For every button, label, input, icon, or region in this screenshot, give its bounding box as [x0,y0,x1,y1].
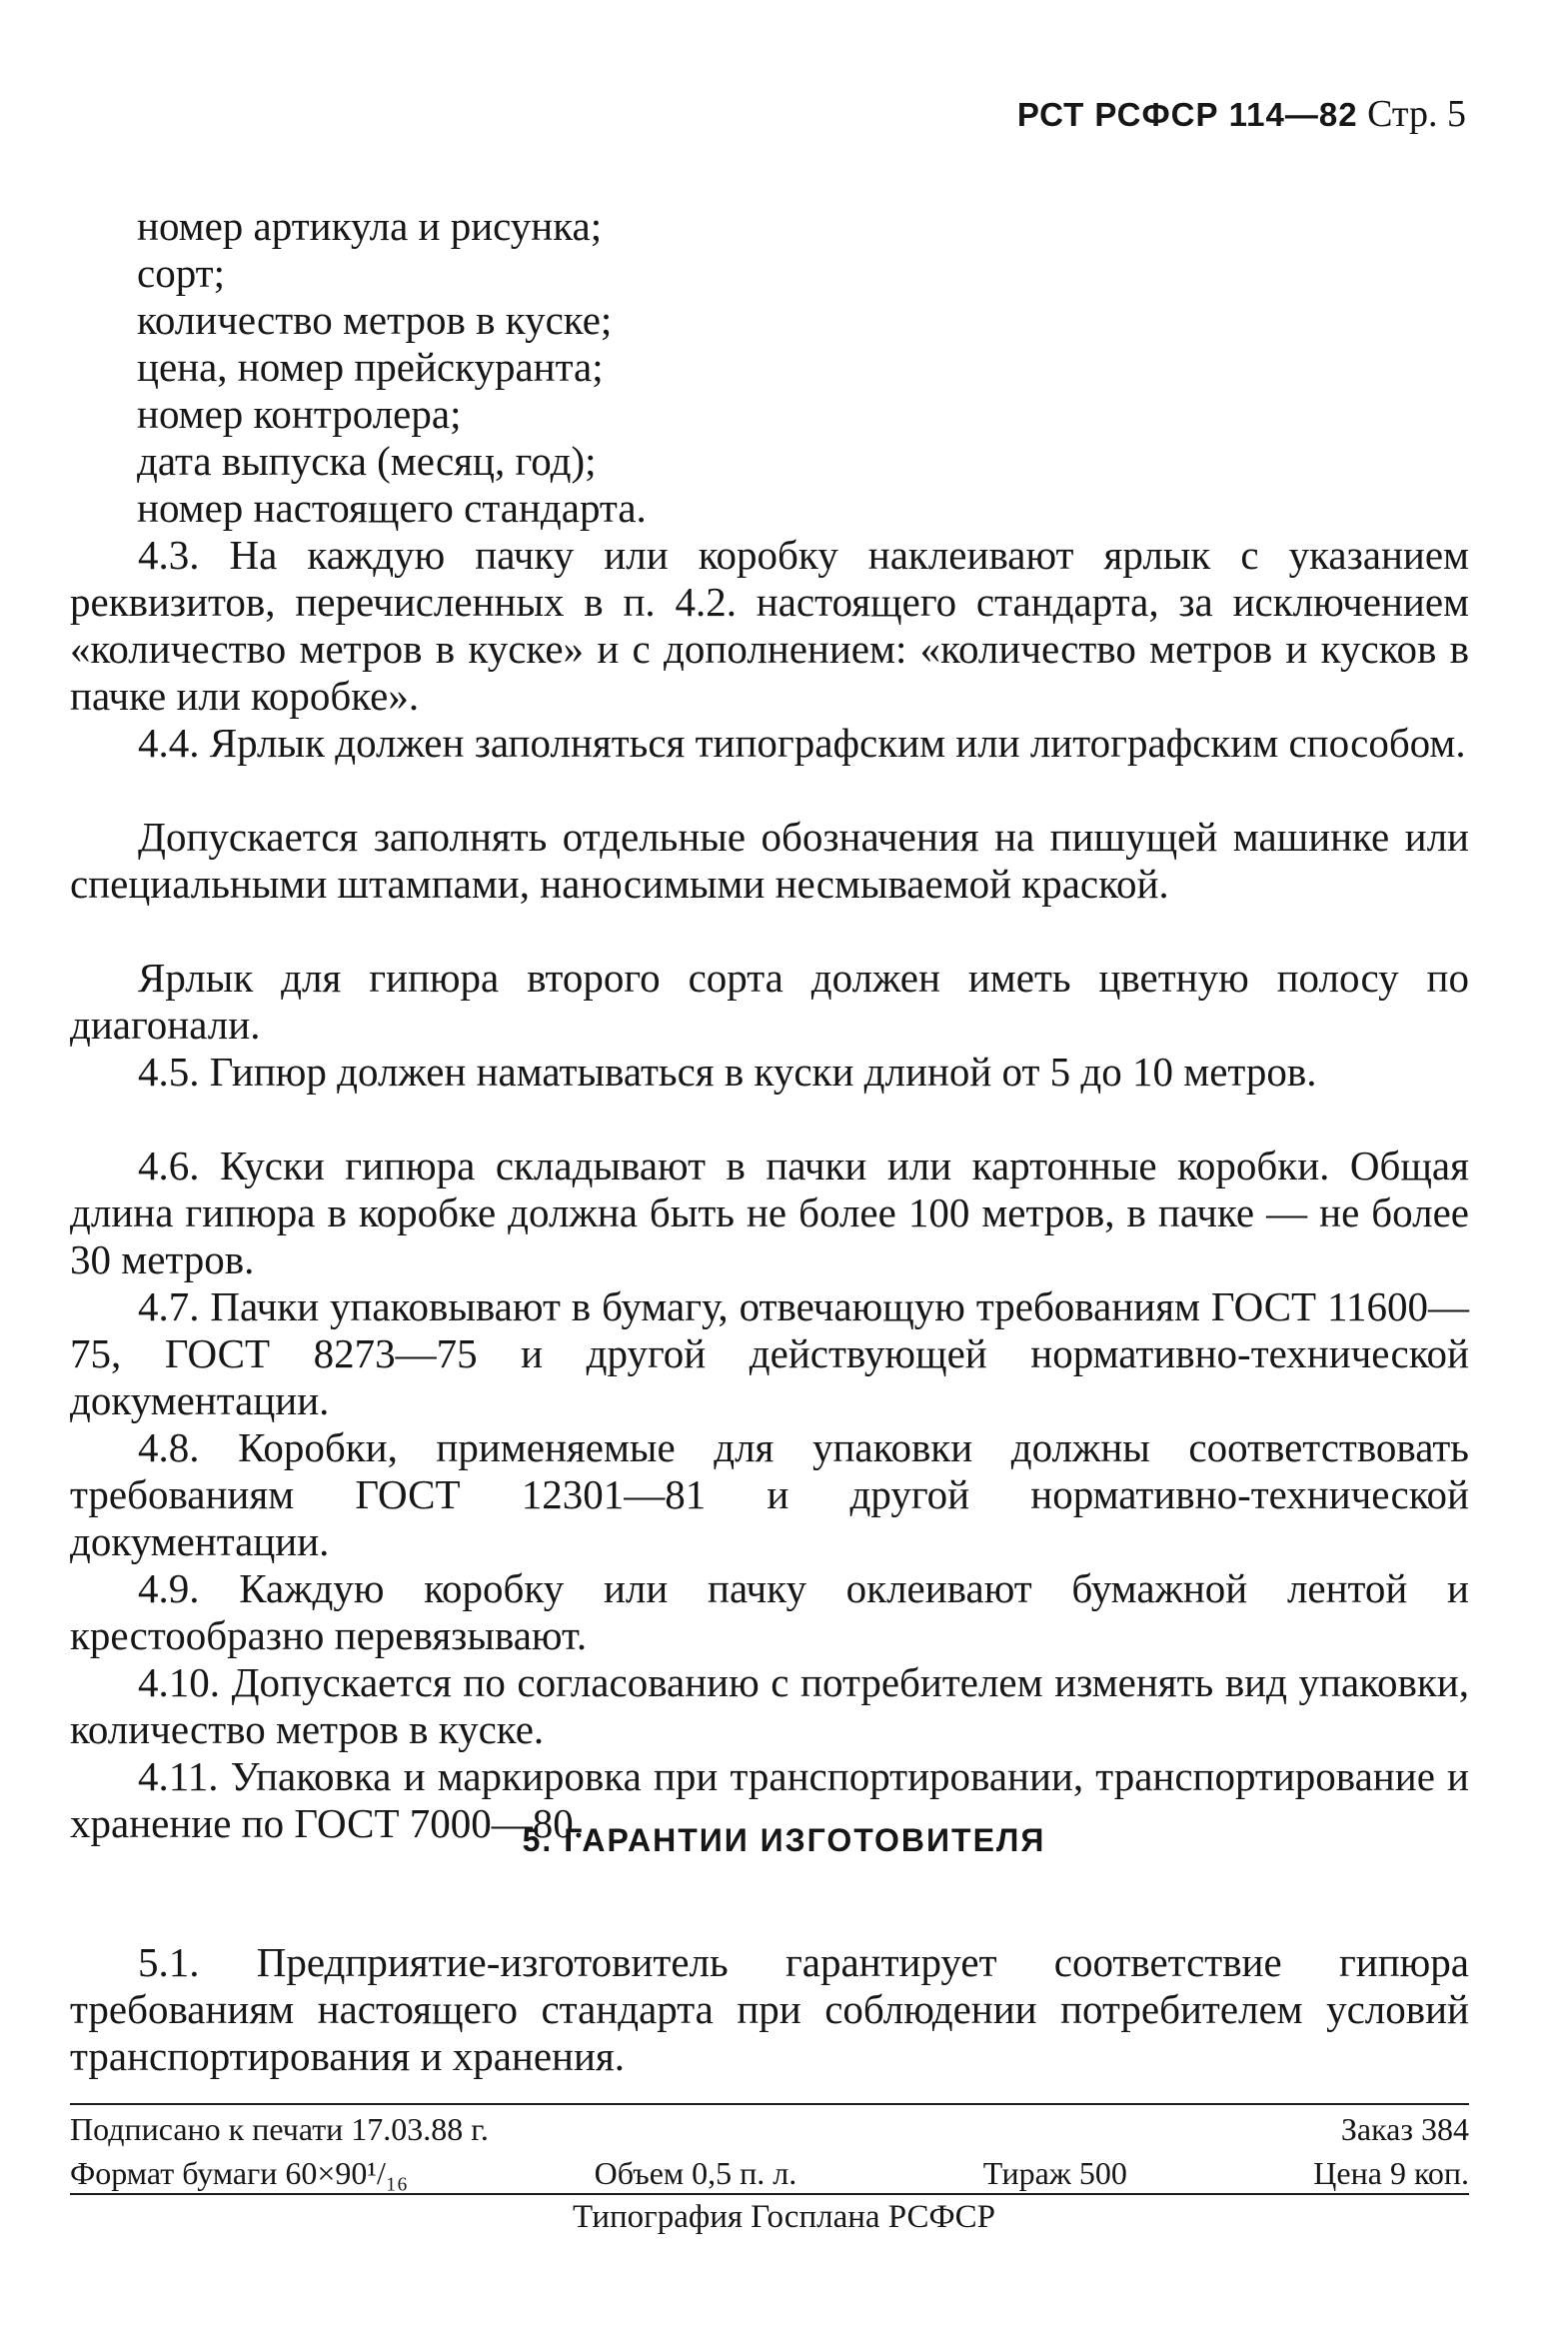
list-item: дата выпуска (месяц, год); [137,438,597,484]
paragraph-4-11: 4.11. Упаковка и маркировка при транспортировании, транспортирование и хранение по ГОСТ 7000—80. [70,1753,1469,1846]
list-item: номер артикула и рисунка; [137,203,603,249]
paper-format: Формат бумаги 60×90¹/₁₆ [70,2155,409,2191]
imprint-block [70,2107,1469,2195]
standard-number: РСТ РСФСР 114—82 [1016,96,1358,133]
paragraph-5-1: 5.1. Предприятие-изготовитель гарантирует соответствие гипюра требованиям настоящего стандарта при соблюдении потребителем условий транспортирования и хранения. [70,1939,1469,2079]
list-item: сорт; [137,250,225,296]
signed-date: Подписано к печати 17.03.88 г. [70,2111,489,2147]
price: Цена 9 коп. [1313,2155,1469,2191]
imprint-row-2 [70,2151,1469,2195]
paragraph-4-5: 4.5. Гипюр должен наматываться в куски длиной от 5 до 10 метров. [138,1049,1317,1095]
imprint-top-rule [70,2103,1469,2105]
printer-name: Типография Госплана РСФСР [573,2199,995,2235]
paragraph-4-4-b: Допускается заполнять отдельные обозначения на пишущей машинке или специальными штампами, наносимыми несмываемой краской. [70,814,1469,907]
paragraph-4-9: 4.9. Каждую коробку или пачку оклеивают бумажной лентой и крестообразно перевязывают. [70,1565,1469,1658]
paragraph-4-3: 4.3. На каждую пачку или коробку наклеивают ярлык с указанием реквизитов, перечисленных в п. 4.2. настоящего стандарта, за исключением «количество метров в куске» и с дополнением: «количество метров и кусков в пачке или коробке». [70,532,1469,719]
volume: Объем 0,5 п. л. [594,2155,797,2191]
list-item: номер контролера; [137,391,462,437]
paragraph-4-4: 4.4. Ярлык должен заполняться типографским или литографским способом. [138,720,1466,766]
list-item: количество метров в куске; [137,297,613,343]
imprint-bottom-rule [70,2193,1469,2195]
requisites-list [137,203,1436,532]
page-header [1017,92,1466,136]
section-5-title: 5. ГАРАНТИИ ИЗГОТОВИТЕЛЯ [522,1822,1046,1858]
paragraph-4-4-c: Ярлык для гипюра второго сорта должен иметь цветную полосу по диагонали. [70,955,1469,1048]
print-run: Тираж 500 [982,2155,1127,2191]
imprint-row-1 [70,2107,1469,2151]
list-item: цена, номер прейскуранта; [137,344,604,390]
list-item: номер настоящего стандарта. [137,485,647,531]
page-number: Стр. 5 [1367,93,1466,135]
paragraph-4-7: 4.7. Пачки упаковывают в бумагу, отвечающую требованиям ГОСТ 11600—75, ГОСТ 8273—75 и другой действующей нормативно-технической документации. [70,1283,1469,1423]
paragraph-4-10: 4.10. Допускается по согласованию с потребителем изменять вид упаковки, количество метров в куске. [70,1659,1469,1752]
paragraph-4-8: 4.8. Коробки, применяемые для упаковки должны соответствовать требованиям ГОСТ 12301—81 и другой нормативно-технической документации. [70,1424,1469,1564]
paragraph-4-6: 4.6. Куски гипюра складывают в пачки или картонные коробки. Общая длина гипюра в коробке должна быть не более 100 метров, в пачке — не более 30 метров. [70,1143,1469,1282]
order-number: Заказ 384 [1340,2111,1469,2147]
